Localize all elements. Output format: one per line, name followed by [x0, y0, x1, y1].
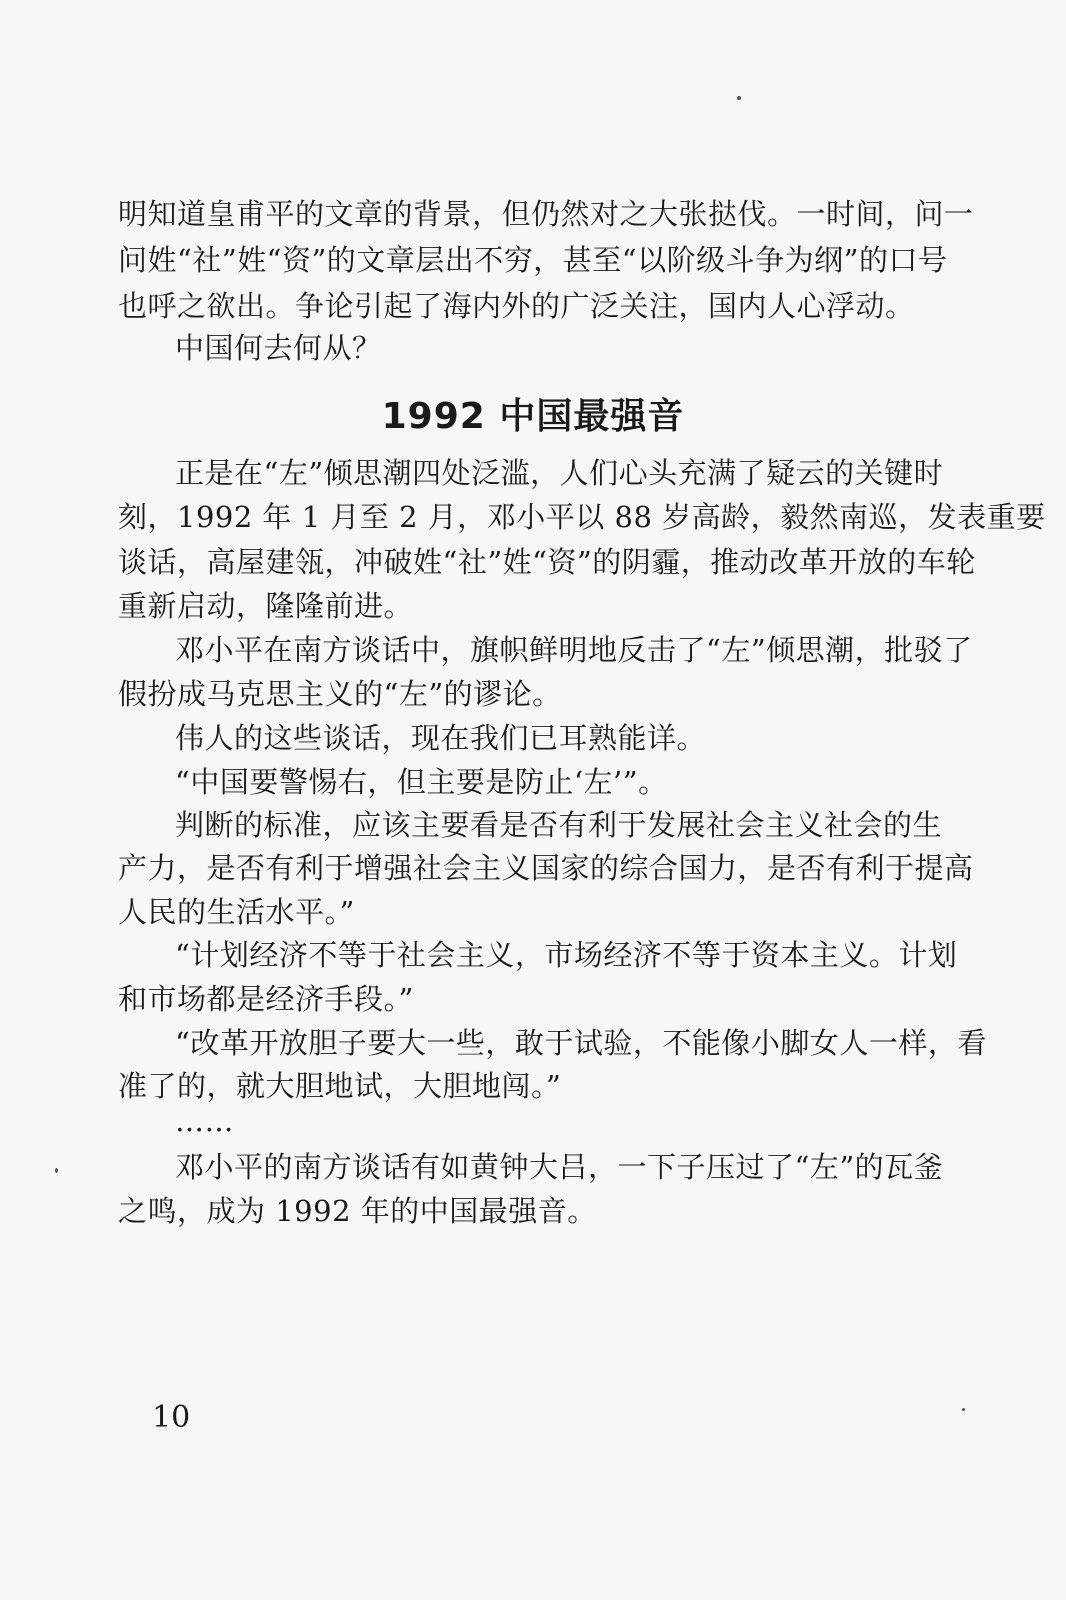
- paragraph-line: 也呼之欲出。争论引起了海内外的广泛关注，国内人心浮动。: [118, 289, 915, 323]
- paragraph-line: 人民的生活水平。”: [118, 895, 355, 929]
- paragraph-line: 判断的标准，应该主要看是否有利于发展社会主义社会的生: [175, 808, 943, 842]
- scan-speck: [962, 1408, 965, 1411]
- paragraph-line: 和市场都是经济手段。”: [118, 982, 414, 1016]
- scan-speck: [737, 96, 741, 100]
- paragraph-line: 假扮成马克思主义的“左”的谬论。: [118, 677, 562, 711]
- section-heading: 1992 中国最强音: [381, 396, 685, 437]
- paragraph-line: 中国何去何从？: [175, 331, 382, 365]
- paragraph-line: 产力，是否有利于增强社会主义国家的综合国力，是否有利于提高: [118, 851, 974, 885]
- paragraph-line: 伟人的这些谈话，现在我们已耳熟能详。: [175, 721, 707, 755]
- paragraph-line: 谈话，高屋建瓴，冲破姓“社”姓“资”的阴霾，推动改革开放的车轮: [118, 545, 976, 579]
- paragraph-line: “改革开放胆子要大一些，敢于试验，不能像小脚女人一样，看: [175, 1026, 987, 1060]
- paragraph-line: 重新启动，隆隆前进。: [118, 589, 414, 623]
- scan-speck: [55, 1168, 58, 1173]
- ellipsis: ……: [175, 1104, 234, 1138]
- paragraph-line: 正是在“左”倾思潮四处泛滥，人们心头充满了疑云的关键时: [175, 456, 944, 490]
- paragraph-line: 邓小平的南方谈话有如黄钟大吕，一下子压过了“左”的瓦釜: [175, 1150, 944, 1184]
- paragraph-line: 准了的，就大胆地试，大胆地闯。”: [118, 1069, 562, 1103]
- paragraph-line: 之鸣，成为 1992 年的中国最强音。: [118, 1194, 597, 1228]
- paragraph-line: 邓小平在南方谈话中，旗帜鲜明地反击了“左”倾思潮，批驳了: [175, 633, 973, 667]
- paragraph-line: 刻，1992 年 1 月至 2 月，邓小平以 88 岁高龄，毅然南巡，发表重要: [118, 500, 1046, 534]
- paragraph-line: 问姓“社”姓“资”的文章层出不穷，甚至“以阶级斗争为纲”的口号: [118, 243, 948, 277]
- paragraph-line: 明知道皇甫平的文章的背景，但仍然对之大张挞伐。一时间，问一: [118, 197, 974, 231]
- page-number: 10: [152, 1400, 191, 1435]
- paragraph-line: “中国要警惕右，但主要是防止‘左’”。: [175, 765, 668, 799]
- paragraph-line: “计划经济不等于社会主义，市场经济不等于资本主义。计划: [175, 938, 958, 972]
